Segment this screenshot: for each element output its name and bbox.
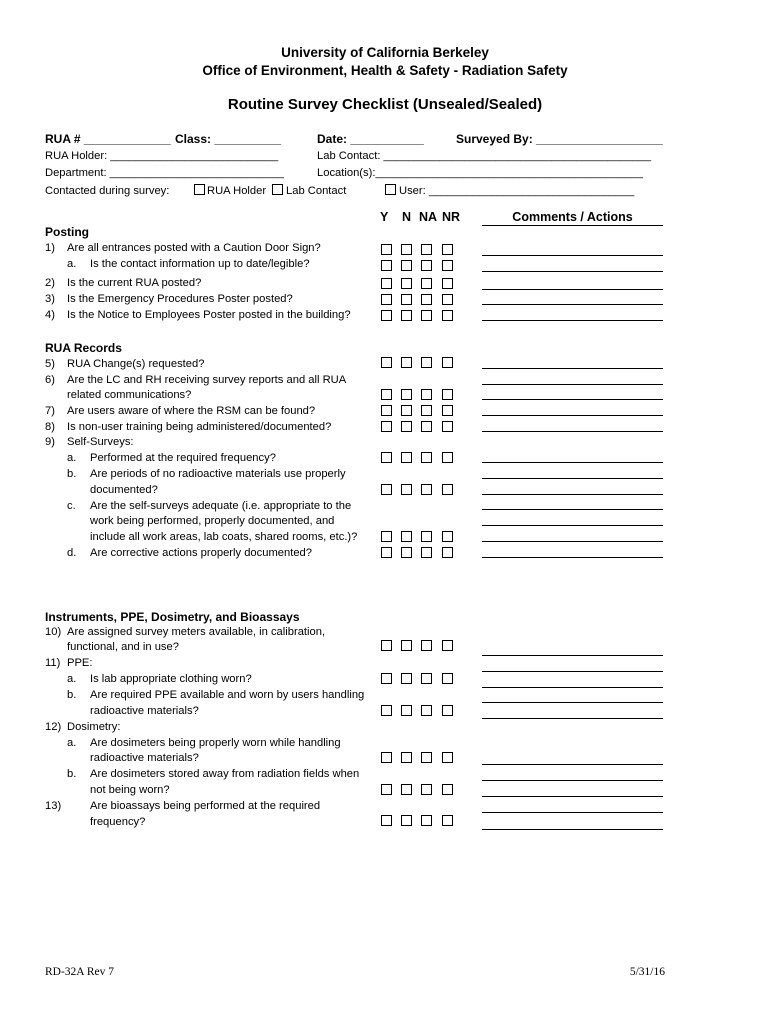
item-letter: a.: [67, 737, 77, 749]
comment-line[interactable]: [482, 255, 663, 256]
answer-checkbox-nr[interactable]: [442, 389, 453, 400]
section-posting: Posting: [45, 225, 89, 239]
answer-checkbox-yes[interactable]: [381, 244, 392, 255]
question-text: Are the self-surveys adequate (i.e. appropriate to the: [90, 500, 352, 512]
answer-checkbox-nr[interactable]: [442, 784, 453, 795]
answer-checkbox-yes[interactable]: [381, 421, 392, 432]
answer-checkbox-na[interactable]: [421, 405, 432, 416]
answer-checkbox-na[interactable]: [421, 547, 432, 558]
comment-line[interactable]: [482, 671, 663, 672]
answer-checkbox-nr[interactable]: [442, 484, 453, 495]
answer-checkbox-no[interactable]: [401, 357, 412, 368]
comment-line[interactable]: [482, 368, 663, 369]
answer-checkbox-yes[interactable]: [381, 260, 392, 271]
answer-checkbox-no[interactable]: [401, 405, 412, 416]
lab-contact-checkbox[interactable]: [272, 184, 283, 195]
answer-checkbox-no[interactable]: [401, 673, 412, 684]
answer-checkbox-nr[interactable]: [442, 640, 453, 651]
contacted-label: Contacted during survey:: [45, 185, 170, 197]
question-text: PPE:: [67, 657, 93, 669]
answer-checkbox-yes[interactable]: [381, 531, 392, 542]
answer-checkbox-na[interactable]: [421, 260, 432, 271]
date-field[interactable]: Date: ___________: [317, 132, 424, 146]
answer-checkbox-yes[interactable]: [381, 673, 392, 684]
item-number: 11): [45, 657, 61, 669]
answer-checkbox-na[interactable]: [421, 752, 432, 763]
question-text: Are the LC and RH receiving survey reports and all RUA: [67, 374, 347, 386]
question-text: functional, and in use?: [67, 641, 179, 653]
comments-header-underline: [482, 225, 663, 226]
office-name: Office of Environment, Health & Safety - Radiation Safety: [202, 63, 568, 78]
question-text: Are periods of no radioactive materials use properly: [90, 468, 346, 480]
answer-checkbox-no[interactable]: [401, 389, 412, 400]
comment-line[interactable]: [482, 812, 663, 813]
answer-checkbox-yes[interactable]: [381, 294, 392, 305]
question-text: radioactive materials?: [90, 705, 199, 717]
answer-checkbox-yes[interactable]: [381, 784, 392, 795]
answer-checkbox-nr[interactable]: [442, 260, 453, 271]
item-letter: d.: [67, 547, 77, 559]
comment-line[interactable]: [482, 431, 663, 432]
question-text: Are required PPE available and worn by users handling: [90, 689, 365, 701]
comment-line[interactable]: [482, 525, 663, 526]
item-number: 3): [45, 293, 55, 305]
class-field[interactable]: Class: __________: [175, 132, 282, 146]
answer-checkbox-no[interactable]: [401, 752, 412, 763]
question-text: Are bioassays being performed at the required: [90, 800, 321, 812]
item-letter: a.: [67, 673, 77, 685]
comment-line[interactable]: [482, 702, 663, 703]
answer-checkbox-nr[interactable]: [442, 278, 453, 289]
answer-checkbox-yes[interactable]: [381, 815, 392, 826]
answer-checkbox-nr[interactable]: [442, 705, 453, 716]
lab-contact-field[interactable]: Lab Contact: ___________________________________________: [317, 150, 652, 162]
item-letter: c.: [67, 500, 76, 512]
answer-checkbox-no[interactable]: [401, 531, 412, 542]
col-na: NA: [419, 210, 438, 224]
question-text: Is lab appropriate clothing worn?: [90, 673, 252, 685]
form-id: RD-32A Rev 7: [45, 966, 114, 978]
answer-checkbox-nr[interactable]: [442, 244, 453, 255]
item-number: 6): [45, 374, 55, 386]
answer-checkbox-na[interactable]: [421, 452, 432, 463]
user-field[interactable]: User: _________________________________: [399, 185, 635, 197]
comment-line[interactable]: [482, 796, 663, 797]
col-no: N: [402, 210, 412, 224]
answer-checkbox-yes[interactable]: [381, 752, 392, 763]
answer-checkbox-nr[interactable]: [442, 673, 453, 684]
question-text: frequency?: [90, 816, 146, 828]
question-text: Are assigned survey meters available, in calibration,: [67, 626, 326, 638]
col-yes: Y: [380, 210, 389, 224]
col-comments: Comments / Actions: [512, 210, 633, 224]
comment-line[interactable]: [482, 829, 663, 830]
question-text: Are users aware of where the RSM can be found?: [67, 405, 316, 417]
answer-checkbox-na[interactable]: [421, 389, 432, 400]
answer-checkbox-no[interactable]: [401, 815, 412, 826]
item-number: 2): [45, 277, 55, 289]
answer-checkbox-no[interactable]: [401, 244, 412, 255]
comment-line[interactable]: [482, 415, 663, 416]
rua-holder-option-label: RUA Holder: [207, 185, 267, 197]
comment-line[interactable]: [482, 304, 663, 305]
rua-holder-field[interactable]: RUA Holder: ___________________________: [45, 150, 279, 162]
answer-checkbox-no[interactable]: [401, 547, 412, 558]
location-field[interactable]: Location(s):___________________________________________: [317, 167, 643, 179]
university-name: University of California Berkeley: [281, 45, 489, 60]
item-letter: b.: [67, 689, 77, 701]
answer-checkbox-yes[interactable]: [381, 357, 392, 368]
answer-checkbox-na[interactable]: [421, 310, 432, 321]
question-text: radioactive materials?: [90, 752, 199, 764]
comment-line[interactable]: [482, 541, 663, 542]
comment-line[interactable]: [482, 557, 663, 558]
question-text: Is the current RUA posted?: [67, 277, 202, 289]
item-number: 9): [45, 436, 55, 448]
answer-checkbox-na[interactable]: [421, 705, 432, 716]
answer-checkbox-nr[interactable]: [442, 815, 453, 826]
answer-checkbox-nr[interactable]: [442, 531, 453, 542]
answer-checkbox-no[interactable]: [401, 294, 412, 305]
question-text: Dosimetry:: [67, 721, 121, 733]
item-number: 13): [45, 800, 62, 812]
item-number: 1): [45, 242, 55, 254]
answer-checkbox-no[interactable]: [401, 278, 412, 289]
answer-checkbox-no[interactable]: [401, 784, 412, 795]
item-number: 5): [45, 358, 55, 370]
col-nr: NR: [442, 210, 461, 224]
answer-checkbox-nr[interactable]: [442, 421, 453, 432]
item-number: 12): [45, 721, 62, 733]
answer-checkbox-yes[interactable]: [381, 452, 392, 463]
answer-checkbox-na[interactable]: [421, 640, 432, 651]
comment-line[interactable]: [482, 494, 663, 495]
comment-line[interactable]: [482, 764, 663, 765]
answer-checkbox-na[interactable]: [421, 531, 432, 542]
answer-checkbox-no[interactable]: [401, 310, 412, 321]
answer-checkbox-yes[interactable]: [381, 310, 392, 321]
answer-checkbox-yes[interactable]: [381, 547, 392, 558]
question-text: Is the contact information up to date/legible?: [90, 258, 310, 270]
answer-checkbox-na[interactable]: [421, 784, 432, 795]
answer-checkbox-no[interactable]: [401, 452, 412, 463]
rua-holder-checkbox[interactable]: [194, 184, 205, 195]
comment-line[interactable]: [482, 399, 663, 400]
answer-checkbox-na[interactable]: [421, 278, 432, 289]
answer-checkbox-yes[interactable]: [381, 278, 392, 289]
form-date: 5/31/16: [629, 966, 665, 978]
question-text: work being performed, properly documented, and: [90, 515, 335, 527]
question-text: Is the Emergency Procedures Poster posted?: [67, 293, 293, 305]
question-text: RUA Change(s) requested?: [67, 358, 205, 370]
comment-line[interactable]: [482, 320, 663, 321]
question-text: Self-Surveys:: [67, 436, 134, 448]
answer-checkbox-yes[interactable]: [381, 705, 392, 716]
section-rua-records: RUA Records: [45, 341, 122, 355]
item-number: 10): [45, 626, 62, 638]
department-field[interactable]: Department: ____________________________: [45, 167, 284, 179]
item-number: 7): [45, 405, 55, 417]
answer-checkbox-nr[interactable]: [442, 452, 453, 463]
question-text: Are all entrances posted with a Caution Door Sign?: [67, 242, 321, 254]
answer-checkbox-na[interactable]: [421, 421, 432, 432]
comment-line[interactable]: [482, 780, 663, 781]
question-text: related communications?: [67, 389, 192, 401]
answer-checkbox-yes[interactable]: [381, 640, 392, 651]
comment-line[interactable]: [482, 462, 663, 463]
answer-checkbox-yes[interactable]: [381, 389, 392, 400]
item-number: 4): [45, 309, 55, 321]
question-text: Are corrective actions properly documented?: [90, 547, 312, 559]
answer-checkbox-no[interactable]: [401, 705, 412, 716]
answer-checkbox-nr[interactable]: [442, 357, 453, 368]
answer-checkbox-nr[interactable]: [442, 294, 453, 305]
item-letter: a.: [67, 258, 77, 270]
answer-checkbox-yes[interactable]: [381, 405, 392, 416]
comment-line[interactable]: [482, 384, 663, 385]
comment-line[interactable]: [482, 478, 663, 479]
question-text: Is the Notice to Employees Poster posted in the building?: [67, 309, 351, 321]
answer-checkbox-no[interactable]: [401, 484, 412, 495]
question-text: Performed at the required frequency?: [90, 452, 276, 464]
surveyed-by-field[interactable]: Surveyed By: ___________________: [456, 132, 663, 146]
comment-line[interactable]: [482, 509, 663, 510]
answer-checkbox-nr[interactable]: [442, 310, 453, 321]
page-title: Routine Survey Checklist (Unsealed/Sealed): [227, 96, 543, 113]
question-text: Is non-user training being administered/documented?: [67, 421, 332, 433]
rua-field[interactable]: RUA # _____________: [45, 132, 171, 146]
answer-checkbox-na[interactable]: [421, 484, 432, 495]
lab-contact-option-label: Lab Contact: [286, 185, 347, 197]
answer-checkbox-nr[interactable]: [442, 547, 453, 558]
question-text: documented?: [90, 484, 158, 496]
answer-checkbox-no[interactable]: [401, 421, 412, 432]
answer-checkbox-na[interactable]: [421, 673, 432, 684]
answer-checkbox-no[interactable]: [401, 260, 412, 271]
answer-checkbox-nr[interactable]: [442, 405, 453, 416]
answer-checkbox-yes[interactable]: [381, 484, 392, 495]
item-letter: b.: [67, 468, 77, 480]
item-number: 8): [45, 421, 55, 433]
answer-checkbox-nr[interactable]: [442, 752, 453, 763]
answer-checkbox-no[interactable]: [401, 640, 412, 651]
comment-line[interactable]: [482, 655, 663, 656]
question-text: include all work areas, lab coats, shared rooms, etc.)?: [90, 531, 358, 543]
item-letter: b.: [67, 768, 77, 780]
comment-line[interactable]: [482, 289, 663, 290]
answer-checkbox-na[interactable]: [421, 815, 432, 826]
section-instruments: Instruments, PPE, Dosimetry, and Bioassays: [45, 610, 300, 624]
item-letter: a.: [67, 452, 77, 464]
question-text: Are dosimeters stored away from radiation fields when: [90, 768, 360, 780]
user-checkbox[interactable]: [385, 184, 396, 195]
answer-checkbox-na[interactable]: [421, 357, 432, 368]
comment-line[interactable]: [482, 687, 663, 688]
question-text: not being worn?: [90, 784, 170, 796]
answer-checkbox-na[interactable]: [421, 244, 432, 255]
comment-line[interactable]: [482, 271, 663, 272]
answer-checkbox-na[interactable]: [421, 294, 432, 305]
comment-line[interactable]: [482, 718, 663, 719]
question-text: Are dosimeters being properly worn while handling: [90, 737, 341, 749]
